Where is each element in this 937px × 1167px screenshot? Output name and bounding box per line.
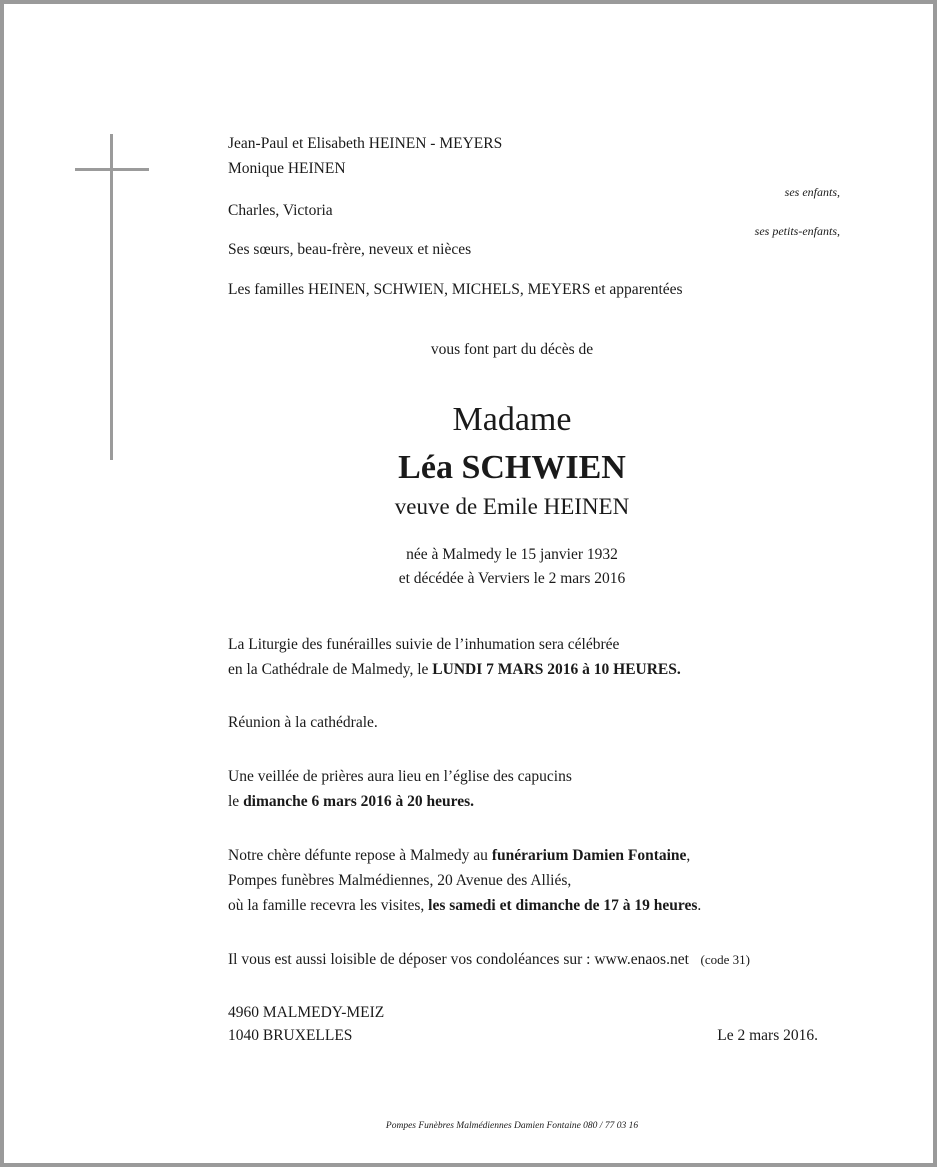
birth-line: née à Malmedy le 15 janvier 1932 [406,546,618,563]
label-children: ses enfants, [784,185,840,199]
liturgy-datetime: LUNDI 7 MARS 2016 à 10 HEURES. [432,661,681,678]
deceased-widow: veuve de Emile HEINEN [394,494,630,519]
condolences-code: (code 31) [700,952,750,967]
address-line-1: 4960 MALMEDY-MEIZ [228,1004,385,1021]
family-line-5: Les familles HEINEN, SCHWIEN, MICHELS, MEYERS et apparentées [228,281,683,298]
label-grandchildren: ses petits-enfants, [754,224,840,238]
vigil-line-2: le dimanche 6 mars 2016 à 20 heures. [228,793,474,810]
family-line-4: Ses sœurs, beau-frère, neveux et nièces [228,241,472,258]
rest-line-3: où la famille recevra les visites, les samedi et dimanche de 17 à 19 heures. [228,897,702,914]
liturgy-line-2: en la Cathédrale de Malmedy, le LUNDI 7 MARS 2016 à 10 HEURES. [228,661,681,678]
meeting-line: Réunion à la cathédrale. [228,714,378,731]
footer-funeral-home: Pompes Funèbres Malmédiennes Damien Fontaine 080 / 77 03 16 [385,1121,639,1131]
announcement: vous font part du décès de [430,341,594,358]
family-line-2: Monique HEINEN [228,160,346,177]
cross-icon-arm [75,168,149,171]
funerarium-name: funérarium Damien Fontaine [491,847,687,864]
condolences-line: Il vous est aussi loisible de déposer vos condoléances sur : www.enaos.net (code 31) [228,951,750,968]
rest-line-1: Notre chère défunte repose à Malmedy au funérarium Damien Fontaine, [228,847,691,864]
deceased-title: Madame [452,401,572,438]
family-line-1: Jean-Paul et Elisabeth HEINEN - MEYERS [228,135,503,152]
vigil-datetime: dimanche 6 mars 2016 à 20 heures. [243,793,474,810]
rest-line-2: Pompes funèbres Malmédiennes, 20 Avenue des Alliés, [228,872,572,889]
visiting-hours: les samedi et dimanche de 17 à 19 heures [428,897,698,914]
family-line-3: Charles, Victoria [228,202,333,219]
liturgy-line-1: La Liturgie des funérailles suivie de l’inhumation sera célébrée [228,636,620,653]
deceased-name: Léa SCHWIEN [398,449,626,486]
vigil-line-1: Une veillée de prières aura lieu en l’église des capucins [228,768,572,785]
address-line-2: 1040 BRUXELLES [228,1027,353,1044]
death-line: et décédée à Verviers le 2 mars 2016 [398,570,626,587]
notice-date: Le 2 mars 2016. [717,1027,818,1044]
cross-icon [110,134,113,460]
